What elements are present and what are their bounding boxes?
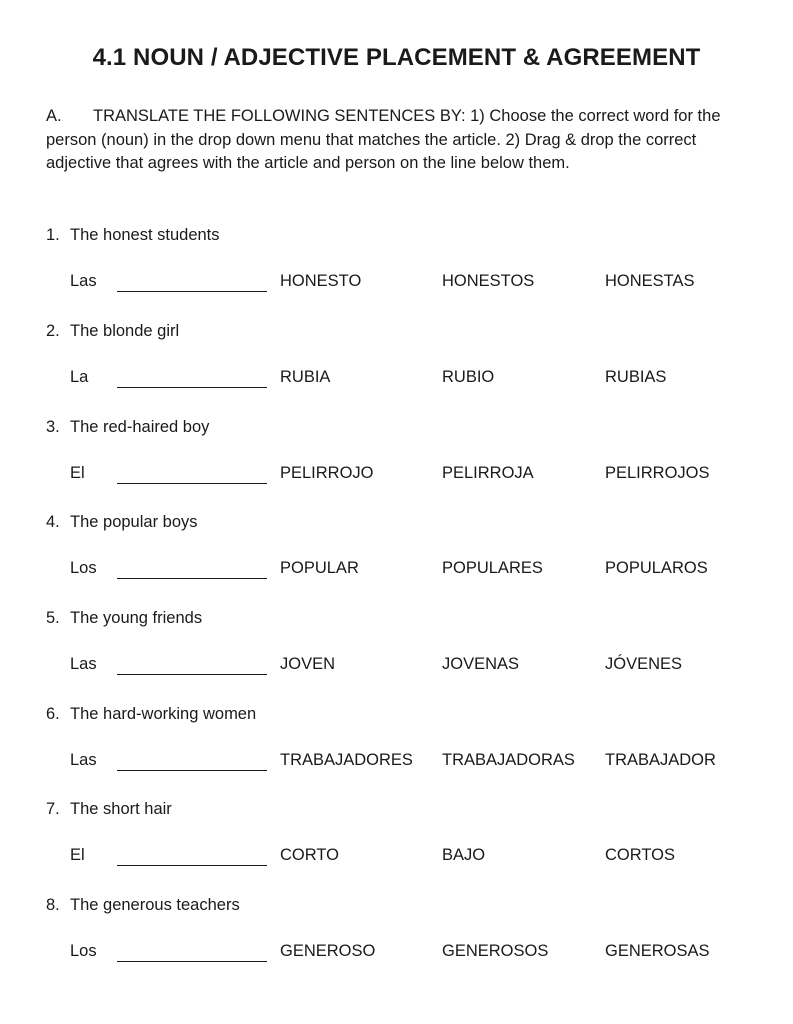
adjective-option[interactable]: TRABAJADOR [605,751,716,769]
item-prompt-text: The honest students [70,226,220,244]
adjective-option[interactable]: JOVENAS [442,655,520,673]
item-number: 3. [46,418,60,436]
article-label: Las [70,655,97,673]
adjective-option[interactable]: HONESTO [280,272,362,290]
article-label: El [70,464,85,482]
adjective-option[interactable]: JOVEN [280,655,336,673]
adjective-option[interactable]: HONESTAS [605,272,695,290]
answer-row [0,559,793,583]
article-label: El [70,846,85,864]
noun-dropdown-blank[interactable] [117,942,267,962]
adjective-option[interactable]: RUBIO [442,368,495,386]
adjective-option[interactable]: TRABAJADORES [280,751,413,769]
adjective-option[interactable]: CORTO [280,846,339,864]
article-label: Las [70,751,97,769]
item-prompt [46,800,172,819]
item-prompt [46,418,209,437]
item-number: 6. [46,705,60,723]
item-number: 1. [46,226,60,244]
article-label: Las [70,272,97,290]
adjective-option[interactable]: HONESTOS [442,272,535,290]
answer-row [0,751,793,775]
item-number: 5. [46,609,60,627]
item-prompt-text: The young friends [70,609,203,627]
item-prompt-text: The red-haired boy [70,418,210,436]
item-prompt [46,513,198,532]
item-prompt [46,705,256,724]
noun-dropdown-blank[interactable] [117,655,267,675]
adjective-option[interactable]: RUBIAS [605,368,667,386]
answer-row [0,942,793,966]
article-label: La [70,368,89,386]
item-prompt [46,609,202,628]
noun-dropdown-blank[interactable] [117,368,267,388]
adjective-option[interactable]: CORTOS [605,846,675,864]
answer-row [0,368,793,392]
answer-row [0,655,793,679]
adjective-option[interactable]: BAJO [442,846,486,864]
item-prompt-text: The hard-working women [70,705,257,723]
adjective-option[interactable]: RUBIA [280,368,331,386]
adjective-option[interactable]: GENEROSOS [442,942,549,960]
adjective-option[interactable]: PELIRROJOS [605,464,710,482]
noun-dropdown-blank[interactable] [117,272,267,292]
page-title: 4.1 NOUN / ADJECTIVE PLACEMENT & AGREEMENT [92,44,701,71]
noun-dropdown-blank[interactable] [117,846,267,866]
instructions [46,105,746,176]
item-prompt [46,896,240,915]
item-number: 4. [46,513,60,531]
item-prompt-text: The blonde girl [70,322,180,340]
adjective-option[interactable]: PELIRROJA [442,464,534,482]
item-prompt [46,226,220,245]
section-letter: A. [46,107,62,125]
adjective-option[interactable]: POPULARES [442,559,543,577]
item-prompt-text: The generous teachers [70,896,240,914]
item-prompt [46,322,179,341]
answer-row [0,272,793,296]
adjective-option[interactable]: JÓVENES [605,655,683,673]
instructions-text: TRANSLATE THE FOLLOWING SENTENCES BY: 1) Choose the correct word for the person (noun) in the drop down menu that matches the article. 2) Drag & drop the correct adjective that agrees with the article and person on the line below them. [46,107,721,172]
item-number: 7. [46,800,60,818]
adjective-option[interactable]: TRABAJADORAS [442,751,575,769]
answer-row [0,846,793,870]
adjective-option[interactable]: GENEROSAS [605,942,710,960]
noun-dropdown-blank[interactable] [117,464,267,484]
article-label: Los [70,942,97,960]
adjective-option[interactable]: PELIRROJO [280,464,374,482]
item-prompt-text: The popular boys [70,513,198,531]
item-prompt-text: The short hair [70,800,172,818]
noun-dropdown-blank[interactable] [117,751,267,771]
answer-row [0,464,793,488]
noun-dropdown-blank[interactable] [117,559,267,579]
adjective-option[interactable]: POPULAR [280,559,359,577]
item-number: 2. [46,322,60,340]
item-number: 8. [46,896,60,914]
article-label: Los [70,559,97,577]
adjective-option[interactable]: GENEROSO [280,942,376,960]
adjective-option[interactable]: POPULAROS [605,559,708,577]
